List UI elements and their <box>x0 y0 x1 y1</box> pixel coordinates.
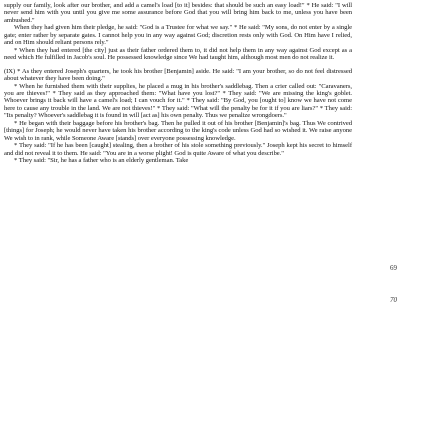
paragraph: * When they had entered [the city] just as their father ordered them to, it did not help them in any way against God except as a need which He fulfilled in Jacob's soul. He possessed knowledge since We had taught him, although most men do not realize it. <box>4 46 352 62</box>
paragraph: * He began with their baggage before his brother's bag. Then he pulled it out of his brother [Benjamin]'s bag. Thus We contrived [things] for Joseph; he would never have taken his brother according to the king's code unless God had so wished it. We raise anyone We wish to in rank, while Someone Aware [stands] over everyone possessing knowledge. <box>4 119 352 142</box>
margin-verse-number: 70 <box>390 296 397 304</box>
paragraph: supply our family, look after our brother, and add a camel's load [to it] besides: that should be such an easy load!" * He said: "I will never send him with you until you give me some assurance before God that you will bring him back to me, unless you have been ambushed." <box>4 2 352 24</box>
paragraph: * They said: "Sir, he has a father who is an elderly gentleman. Take <box>14 157 189 165</box>
paragraph: * They said: "If he has been [caught] stealing, then a brother of his stole something previously." Joseph kept his secret to himself and did not reveal it to them. He said: "You are in a worse plight! God is quite Aware of what you describe." <box>4 142 352 157</box>
paragraph: * When he furnished them with their supplies, he placed a mug in his brother's saddlebag. Then a crier called out: "Caravaners, you are thieves!" * They said as they approached them: "What have you lost?" * They said: "We are missing the king's goblet. Whoever brings it back will have a camel's load; I can vouch for it." * They said: "By God, you [ought to] know we have not come here to cause any trouble in the land. We are not thieves!" * They said: "What will the penalty be for it if you are liars?" * They said: "Its penalty? Whoever's saddlebag it is found in will [act as] his own penalty. Thus we penalize wrongdoers." <box>4 82 352 120</box>
text-column <box>4 2 352 165</box>
paragraph: When they had given him their pledge, he said: "God is a Trustee for what we say." * He said: "My sons, do not enter by a single gate; enter rather by separate gates. I cannot help you in any way against God; discretion rests only with God. On Him have I relied, and on Him should reliant persons rely." <box>4 24 352 47</box>
margin-verse-number: 69 <box>390 264 397 272</box>
paragraph: (IX) * As they entered Joseph's quarters, he took his brother [Benjamin] aside. He said: "I am your brother, so do not feel distressed about whatever they have been doing." <box>4 67 352 83</box>
